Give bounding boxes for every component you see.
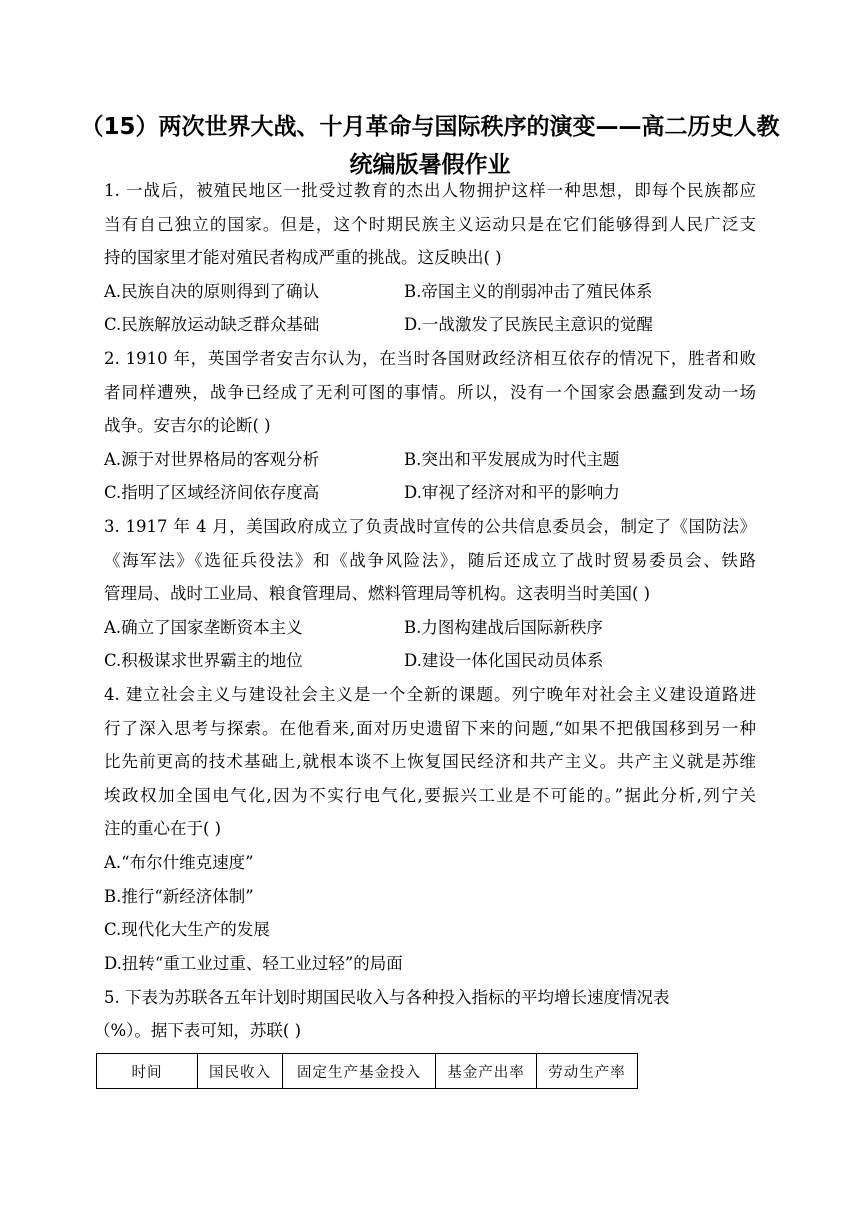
document-title: [60, 108, 800, 184]
question-2-option-a: A.源于对世界格局的客观分析: [104, 450, 320, 469]
question-3-option-b: B.力图构建战后国际新秩序: [404, 618, 603, 637]
question-2-option-d: D.审视了经济对和平的影响力: [404, 483, 620, 502]
question-4-line-3: 比先前更高的技术基础上,就根本谈不上恢复国民经济和共产主义。共产主义就是苏维: [104, 752, 756, 771]
question-2-line-2: 者同样遭殃，战争已经成了无利可图的事情。所以，没有一个国家会愚蠢到发动一场: [104, 383, 756, 402]
question-2-option-b: B.突出和平发展成为时代主题: [404, 450, 620, 469]
question-5-line-2: （%）。据下表可知，苏联( ): [94, 1021, 302, 1040]
question-1-option-b: B.帝国主义的削弱冲击了殖民体系: [404, 282, 653, 301]
title-line-2: 统编版暑假作业: [349, 152, 511, 178]
question-1-line-1: 1. 一战后，被殖民地区一批受过教育的杰出人物拥护这样一种思想，即每个民族都应: [104, 181, 756, 200]
question-4-option-c: C.现代化大生产的发展: [104, 920, 270, 939]
question-1-option-d: D.一战激发了民族民主意识的觉醒: [404, 315, 653, 334]
growth-rate-table: [96, 1053, 638, 1089]
question-1-option-c: C.民族解放运动缺乏群众基础: [104, 315, 320, 334]
question-3-line-2: 《海军法》《选征兵役法》和《战争风险法》，随后还成立了战时贸易委员会、铁路: [104, 551, 756, 570]
table-header-national-income: 国民收入: [198, 1054, 283, 1089]
table-header-row: [97, 1054, 638, 1089]
title-line-1: （15）两次世界大战、十月革命与国际秩序的演变——高二历史人教: [80, 114, 780, 140]
table-header-fund-output-rate: 基金产出率: [436, 1054, 537, 1089]
table-header-fixed-fund-input: 固定生产基金投入: [283, 1054, 436, 1089]
question-3-line-1: 3. 1917 年 4 月，美国政府成立了负责战时宣传的公共信息委员会，制定了《国防法》: [104, 517, 756, 536]
question-2-option-c: C.指明了区域经济间依存度高: [104, 483, 320, 502]
table-header-time: 时间: [97, 1054, 198, 1089]
question-5-line-1: 5. 下表为苏联各五年计划时期国民收入与各种投入指标的平均增长速度情况表: [104, 988, 670, 1007]
question-3-option-a: A.确立了国家垄断资本主义: [104, 618, 303, 637]
question-3-line-3: 管理局、战时工业局、粮食管理局、燃料管理局等机构。这表明当时美国( ): [104, 584, 651, 603]
table-header-labor-productivity: 劳动生产率: [537, 1054, 638, 1089]
question-3-option-d: D.建设一体化国民动员体系: [404, 651, 604, 670]
question-4-option-b: B.推行“新经济体制”: [104, 887, 254, 906]
question-1-option-a: A.民族自决的原则得到了确认: [104, 282, 320, 301]
question-3-option-c: C.积极谋求世界霸主的地位: [104, 651, 303, 670]
question-4-option-a: A.“布尔什维克速度”: [104, 853, 254, 872]
question-4-option-d: D.扭转“重工业过重、轻工业过轻”的局面: [104, 954, 403, 973]
question-4-line-2: 行了深入思考与探索。在他看来,面对历史遗留下来的问题,“如果不把俄国移到另一种: [104, 719, 756, 738]
question-1-line-3: 持的国家里才能对殖民者构成严重的挑战。这反映出( ): [104, 248, 502, 267]
question-4-line-4: 埃政权加全国电气化,因为不实行电气化,要振兴工业是不可能的。”据此分析,列宁关: [104, 786, 756, 805]
question-1-line-2: 当有自己独立的国家。但是，这个时期民族主义运动只是在它们能够得到人民广泛支: [104, 215, 756, 234]
question-4-line-1: 4. 建立社会主义与建设社会主义是一个全新的课题。列宁晚年对社会主义建设道路进: [104, 685, 756, 704]
question-2-line-3: 战争。安吉尔的论断( ): [104, 416, 271, 435]
question-2-line-1: 2. 1910 年，英国学者安吉尔认为，在当时各国财政经济相互依存的情况下，胜者和败: [104, 349, 756, 368]
question-4-line-5: 注的重心在于( ): [104, 819, 222, 838]
